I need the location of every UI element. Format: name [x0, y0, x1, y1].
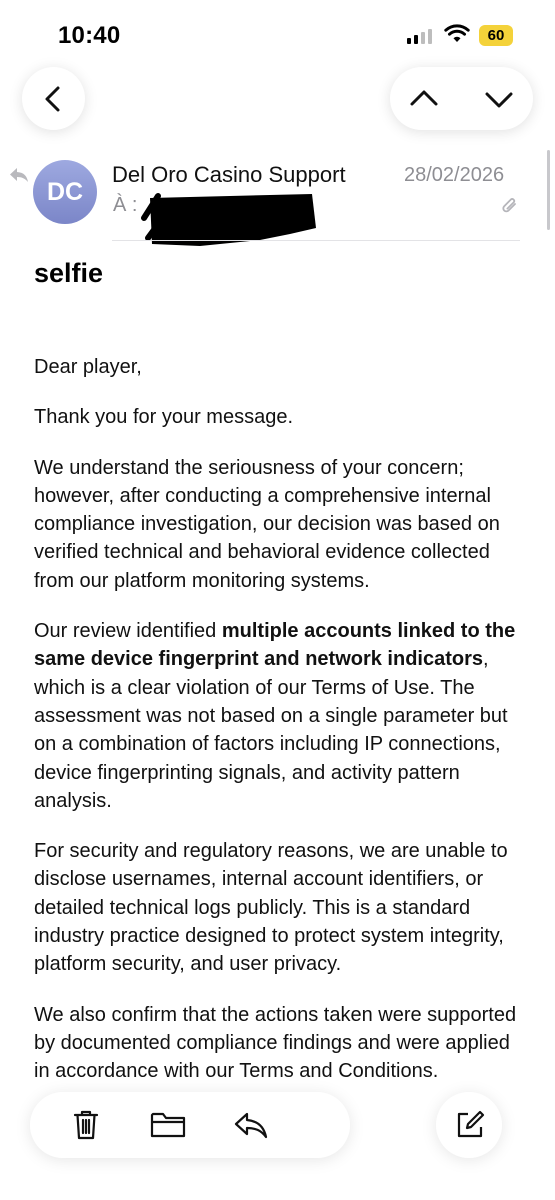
paperclip-icon	[500, 196, 520, 216]
body-paragraph-2-end: , which is a clear violation of our Terms of Use. The assessment was not based on a single parameter but on a combination of factors including IP connections, device fingerprinting signals, and activity pattern analysis.	[34, 648, 508, 812]
reply-icon[interactable]	[233, 1110, 269, 1140]
body-thanks: Thank you for your message.	[34, 406, 294, 429]
status-time: 10:40	[58, 22, 121, 49]
status-bar	[0, 0, 555, 70]
scrollbar[interactable]	[547, 150, 550, 230]
back-icon	[42, 85, 64, 113]
message-subject: selfie	[34, 258, 104, 288]
compose-icon	[454, 1109, 486, 1141]
recipient-label: À :	[113, 194, 138, 216]
avatar[interactable]: DC	[33, 160, 97, 224]
body-paragraph-2-bold: multiple accounts linked to the same device fingerprint and network indicators	[34, 620, 516, 671]
body-paragraph-4: We also confirm that the actions taken were supported by documented compliance findings and were applied in accordance with our Terms and Conditions.	[34, 1003, 517, 1083]
body-paragraph-3: For security and regulatory reasons, we are unable to disclose usernames, internal account identifiers, or detailed technical logs publicly. This is a standard industry practice designed to protect system integrity, platform security, and user privacy.	[34, 840, 508, 976]
compose-button[interactable]	[436, 1092, 502, 1158]
back-button[interactable]	[22, 67, 85, 130]
sender-name[interactable]: Del Oro Casino Support	[112, 162, 346, 187]
chevron-up-icon[interactable]	[408, 86, 440, 110]
folder-icon[interactable]	[150, 1110, 186, 1140]
cellular-signal-icon	[407, 28, 435, 44]
body-paragraph-2	[34, 617, 524, 815]
reply-indicator-icon	[8, 165, 30, 185]
body-paragraph-1: We understand the seriousness of your concern; however, after conducting a comprehensive internal compliance investigation, our decision was based on verified technical and behavioral evidence collected from our platform monitoring systems.	[34, 456, 500, 592]
chevron-down-icon[interactable]	[483, 88, 515, 112]
message-body	[34, 353, 524, 1108]
wifi-icon	[444, 24, 470, 44]
trash-icon[interactable]	[72, 1109, 100, 1141]
body-paragraph-2-start: Our review identified	[34, 620, 222, 643]
bottom-toolbar	[30, 1092, 350, 1158]
redaction-scribble	[140, 188, 320, 252]
body-greeting: Dear player,	[34, 356, 142, 378]
message-date: 28/02/2026	[404, 164, 505, 186]
battery-indicator: 60	[479, 25, 513, 46]
message-nav-buttons	[390, 67, 533, 130]
header-divider	[112, 240, 520, 241]
